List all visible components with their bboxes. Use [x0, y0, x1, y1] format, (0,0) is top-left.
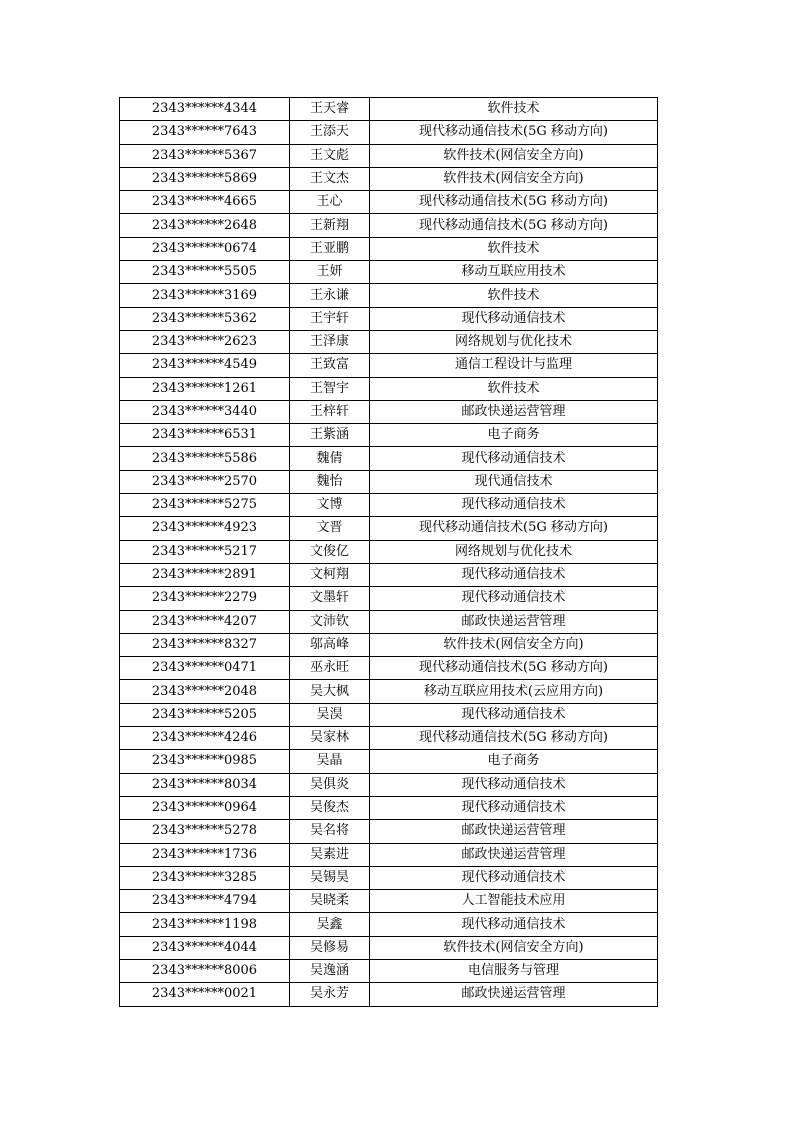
table-row	[120, 284, 658, 307]
student-id-cell: 2343******2648	[120, 214, 290, 237]
student-id-cell: 2343******5362	[120, 307, 290, 330]
student-id-cell: 2343******5586	[120, 447, 290, 470]
table-row	[120, 354, 658, 377]
student-roster-table	[119, 97, 658, 1007]
table-row	[120, 447, 658, 470]
student-id-cell: 2343******3169	[120, 284, 290, 307]
table-row	[120, 191, 658, 214]
roster-body	[120, 98, 658, 1007]
table-row	[120, 727, 658, 750]
major-cell: 现代移动通信技术	[370, 307, 658, 330]
student-name-cell: 文柯翔	[290, 563, 370, 586]
major-cell: 电子商务	[370, 750, 658, 773]
major-cell: 现代移动通信技术	[370, 773, 658, 796]
table-row	[120, 936, 658, 959]
table-row	[120, 913, 658, 936]
table-row	[120, 563, 658, 586]
major-cell: 现代移动通信技术(5G 移动方向)	[370, 214, 658, 237]
student-name-cell: 王心	[290, 191, 370, 214]
major-cell: 现代移动通信技术(5G 移动方向)	[370, 191, 658, 214]
table-row	[120, 237, 658, 260]
student-id-cell: 2343******4794	[120, 890, 290, 913]
student-name-cell: 文墨轩	[290, 587, 370, 610]
student-id-cell: 2343******5275	[120, 494, 290, 517]
major-cell: 移动互联应用技术	[370, 261, 658, 284]
student-id-cell: 2343******1736	[120, 843, 290, 866]
major-cell: 网络规划与优化技术	[370, 330, 658, 353]
student-name-cell: 吴晶	[290, 750, 370, 773]
student-name-cell: 吴俊杰	[290, 796, 370, 819]
student-id-cell: 2343******2623	[120, 330, 290, 353]
student-name-cell: 文沛钦	[290, 610, 370, 633]
table-row	[120, 330, 658, 353]
student-name-cell: 王致富	[290, 354, 370, 377]
table-row	[120, 261, 658, 284]
major-cell: 邮政快递运营管理	[370, 610, 658, 633]
table-row	[120, 843, 658, 866]
major-cell: 现代移动通信技术	[370, 494, 658, 517]
table-row	[120, 121, 658, 144]
major-cell: 移动互联应用技术(云应用方向)	[370, 680, 658, 703]
major-cell: 现代通信技术	[370, 470, 658, 493]
major-cell: 现代移动通信技术	[370, 866, 658, 889]
student-id-cell: 2343******0021	[120, 983, 290, 1006]
table-row	[120, 587, 658, 610]
major-cell: 软件技术(网信安全方向)	[370, 167, 658, 190]
table-row	[120, 796, 658, 819]
major-cell: 现代移动通信技术	[370, 563, 658, 586]
student-name-cell: 吴晓柔	[290, 890, 370, 913]
table-row	[120, 657, 658, 680]
major-cell: 现代移动通信技术	[370, 587, 658, 610]
student-id-cell: 2343******0964	[120, 796, 290, 819]
student-id-cell: 2343******4207	[120, 610, 290, 633]
student-id-cell: 2343******8006	[120, 959, 290, 982]
student-id-cell: 2343******5278	[120, 820, 290, 843]
student-name-cell: 王妍	[290, 261, 370, 284]
student-name-cell: 王紫涵	[290, 424, 370, 447]
student-name-cell: 吴家林	[290, 727, 370, 750]
student-name-cell: 王永谦	[290, 284, 370, 307]
major-cell: 软件技术	[370, 284, 658, 307]
student-name-cell: 吴俱炎	[290, 773, 370, 796]
student-id-cell: 2343******5205	[120, 703, 290, 726]
student-id-cell: 2343******5505	[120, 261, 290, 284]
table-row	[120, 377, 658, 400]
major-cell: 邮政快递运营管理	[370, 843, 658, 866]
student-name-cell: 吴修易	[290, 936, 370, 959]
student-name-cell: 王泽康	[290, 330, 370, 353]
student-name-cell: 王宇轩	[290, 307, 370, 330]
student-name-cell: 魏怡	[290, 470, 370, 493]
major-cell: 人工智能技术应用	[370, 890, 658, 913]
student-id-cell: 2343******8327	[120, 633, 290, 656]
student-id-cell: 2343******2048	[120, 680, 290, 703]
table-row	[120, 307, 658, 330]
student-id-cell: 2343******4665	[120, 191, 290, 214]
student-id-cell: 2343******6531	[120, 424, 290, 447]
student-id-cell: 2343******4549	[120, 354, 290, 377]
student-id-cell: 2343******4044	[120, 936, 290, 959]
student-id-cell: 2343******5217	[120, 540, 290, 563]
student-id-cell: 2343******0674	[120, 237, 290, 260]
major-cell: 邮政快递运营管理	[370, 820, 658, 843]
major-cell: 软件技术	[370, 237, 658, 260]
table-row	[120, 540, 658, 563]
major-cell: 软件技术(网信安全方向)	[370, 144, 658, 167]
student-id-cell: 2343******3285	[120, 866, 290, 889]
student-id-cell: 2343******7643	[120, 121, 290, 144]
student-id-cell: 2343******4246	[120, 727, 290, 750]
table-row	[120, 470, 658, 493]
student-id-cell: 2343******2891	[120, 563, 290, 586]
student-name-cell: 王文杰	[290, 167, 370, 190]
table-row	[120, 680, 658, 703]
major-cell: 现代移动通信技术(5G 移动方向)	[370, 727, 658, 750]
student-id-cell: 2343******8034	[120, 773, 290, 796]
major-cell: 电子商务	[370, 424, 658, 447]
student-id-cell: 2343******1198	[120, 913, 290, 936]
table-row	[120, 820, 658, 843]
student-name-cell: 文晋	[290, 517, 370, 540]
table-row	[120, 983, 658, 1006]
student-id-cell: 2343******2279	[120, 587, 290, 610]
table-row	[120, 703, 658, 726]
student-id-cell: 2343******1261	[120, 377, 290, 400]
student-name-cell: 王文彪	[290, 144, 370, 167]
table-row	[120, 773, 658, 796]
student-name-cell: 王亚鹏	[290, 237, 370, 260]
major-cell: 现代移动通信技术(5G 移动方向)	[370, 657, 658, 680]
table-row	[120, 167, 658, 190]
student-id-cell: 2343******5367	[120, 144, 290, 167]
table-row	[120, 890, 658, 913]
student-id-cell: 2343******0471	[120, 657, 290, 680]
student-name-cell: 吴鑫	[290, 913, 370, 936]
student-id-cell: 2343******5869	[120, 167, 290, 190]
major-cell: 邮政快递运营管理	[370, 983, 658, 1006]
major-cell: 现代移动通信技术	[370, 447, 658, 470]
table-row	[120, 98, 658, 121]
table-row	[120, 610, 658, 633]
table-row	[120, 959, 658, 982]
student-name-cell: 吴锡昊	[290, 866, 370, 889]
student-name-cell: 文博	[290, 494, 370, 517]
table-row	[120, 633, 658, 656]
student-name-cell: 魏倩	[290, 447, 370, 470]
major-cell: 软件技术(网信安全方向)	[370, 936, 658, 959]
student-id-cell: 2343******0985	[120, 750, 290, 773]
table-row	[120, 517, 658, 540]
major-cell: 软件技术(网信安全方向)	[370, 633, 658, 656]
major-cell: 现代移动通信技术	[370, 703, 658, 726]
student-name-cell: 吴名将	[290, 820, 370, 843]
table-row	[120, 424, 658, 447]
major-cell: 邮政快递运营管理	[370, 400, 658, 423]
student-name-cell: 巫永旺	[290, 657, 370, 680]
student-name-cell: 王新翔	[290, 214, 370, 237]
student-name-cell: 吴大枫	[290, 680, 370, 703]
major-cell: 网络规划与优化技术	[370, 540, 658, 563]
table-row	[120, 400, 658, 423]
student-name-cell: 邬高峰	[290, 633, 370, 656]
table-row	[120, 494, 658, 517]
major-cell: 现代移动通信技术	[370, 796, 658, 819]
student-id-cell: 2343******2570	[120, 470, 290, 493]
student-id-cell: 2343******4923	[120, 517, 290, 540]
student-name-cell: 吴素进	[290, 843, 370, 866]
student-id-cell: 2343******4344	[120, 98, 290, 121]
major-cell: 电信服务与管理	[370, 959, 658, 982]
major-cell: 通信工程设计与监理	[370, 354, 658, 377]
table-row	[120, 866, 658, 889]
student-name-cell: 王添天	[290, 121, 370, 144]
table-row	[120, 750, 658, 773]
student-name-cell: 吴永芳	[290, 983, 370, 1006]
student-name-cell: 吴逸涵	[290, 959, 370, 982]
student-name-cell: 吴淏	[290, 703, 370, 726]
major-cell: 现代移动通信技术	[370, 913, 658, 936]
table-row	[120, 144, 658, 167]
major-cell: 软件技术	[370, 377, 658, 400]
table-row	[120, 214, 658, 237]
student-name-cell: 王梓轩	[290, 400, 370, 423]
student-name-cell: 王天睿	[290, 98, 370, 121]
major-cell: 现代移动通信技术(5G 移动方向)	[370, 121, 658, 144]
major-cell: 软件技术	[370, 98, 658, 121]
student-name-cell: 王智宇	[290, 377, 370, 400]
major-cell: 现代移动通信技术(5G 移动方向)	[370, 517, 658, 540]
student-name-cell: 文俊亿	[290, 540, 370, 563]
student-id-cell: 2343******3440	[120, 400, 290, 423]
